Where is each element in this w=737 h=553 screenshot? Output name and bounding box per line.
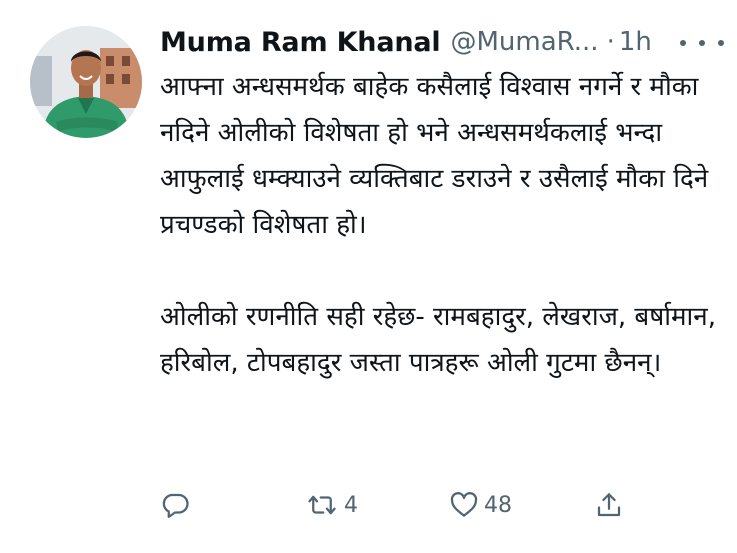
share-icon	[594, 489, 624, 521]
reply-icon	[160, 490, 190, 520]
author-handle[interactable]: @MumaR...	[450, 27, 599, 57]
tweet-paragraph-1: आफ्ना अन्धसमर्थक बाहेक कसैलाई विश्वास नगर्ने र मौका नदिने ओलीको विशेषता हो भने अन्धसमर्थकलाई भन्दा आफुलाई धम्क्याउने व्यक्तिबाट डराउने र उसैलाई मौका दिने प्रचण्डको विशेषता हो।	[160, 72, 709, 240]
retweet-icon	[304, 490, 340, 520]
author-name[interactable]: Muma Ram Khanal	[160, 26, 441, 58]
reply-button[interactable]	[160, 485, 190, 525]
tweet-actions	[158, 485, 638, 525]
more-dot-icon	[680, 40, 686, 46]
tweet-paragraph-2: ओलीको रणनीति सही रहेछ- रामबहादुर, लेखराज, बर्षामान, हरिबोल, टोपबहादुर जस्ता पात्रहरू ओली गुटमा छैनन्।	[160, 302, 716, 378]
separator-dot: ·	[606, 27, 615, 57]
timestamp[interactable]: 1h	[618, 27, 652, 57]
more-dot-icon	[718, 40, 724, 46]
avatar-photo	[30, 26, 142, 138]
avatar[interactable]	[30, 26, 142, 138]
more-options-button[interactable]	[680, 34, 724, 52]
tweet-header	[160, 22, 720, 62]
retweet-count: 4	[344, 492, 358, 518]
share-button[interactable]	[594, 485, 624, 525]
like-count: 48	[484, 492, 512, 518]
like-button[interactable]	[448, 485, 512, 525]
tweet-text	[160, 64, 720, 386]
retweet-button[interactable]	[304, 485, 358, 525]
more-dot-icon	[699, 40, 705, 46]
heart-icon	[448, 490, 480, 520]
